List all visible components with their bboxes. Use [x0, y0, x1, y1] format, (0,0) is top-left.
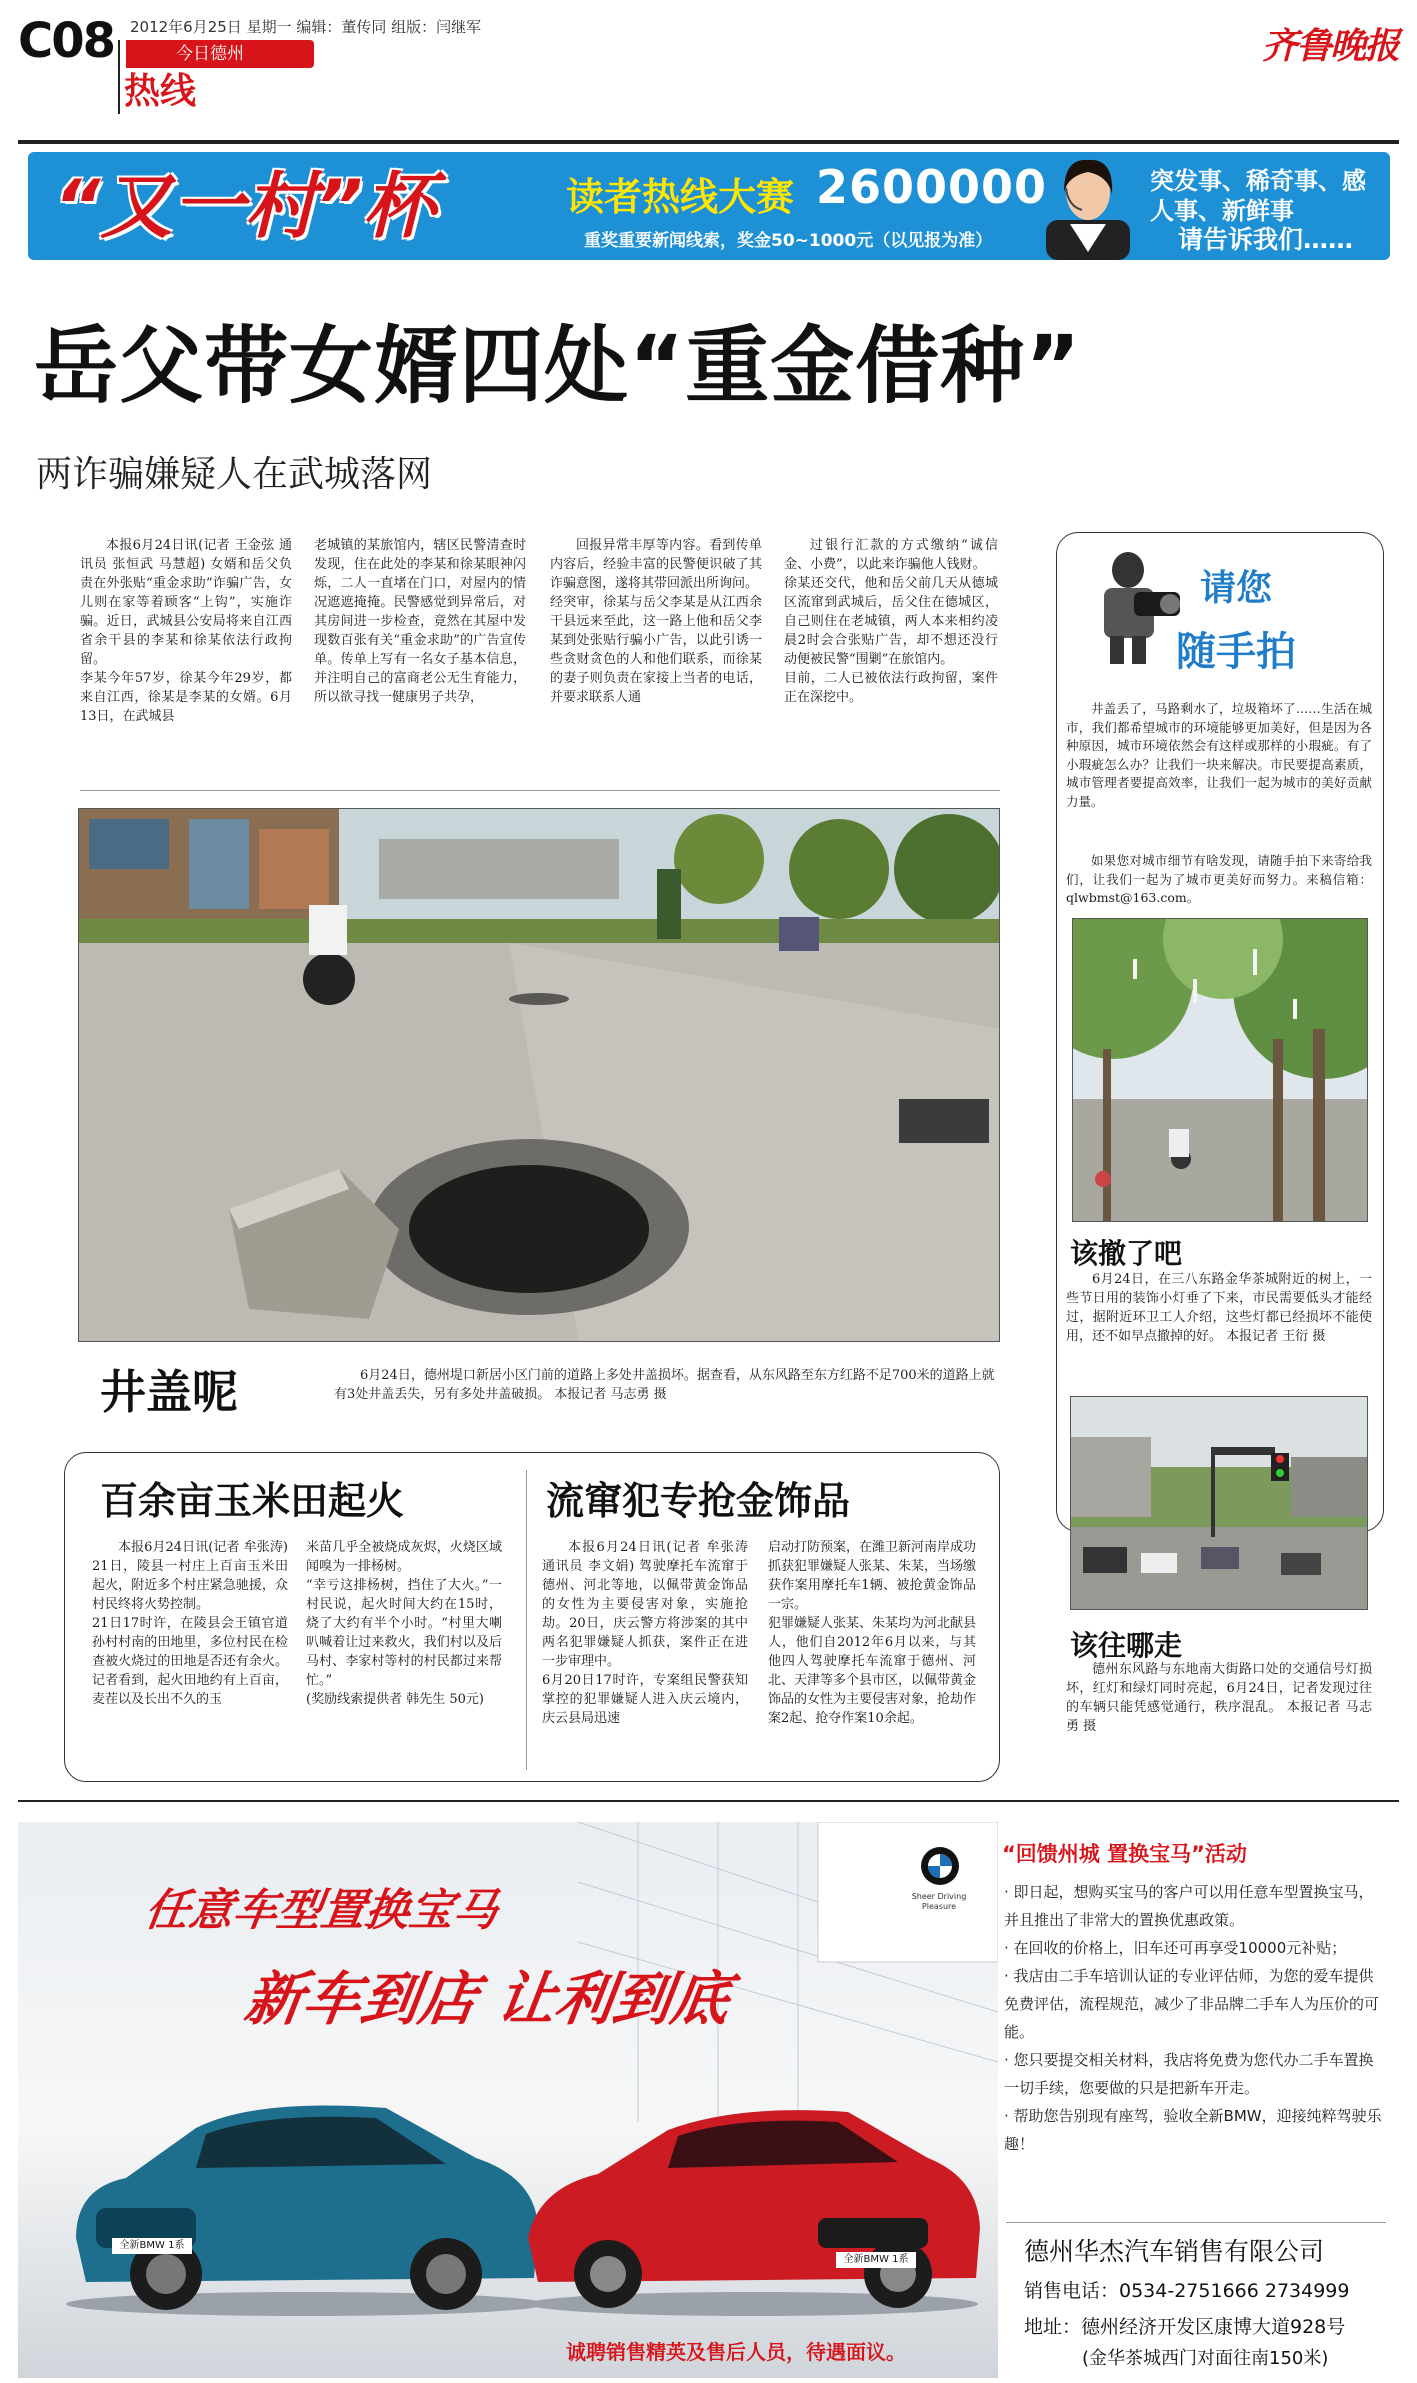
snap-call: 如果您对城市细节有啥发现，请随手拍下来寄给我们，让我们一起为了城市更美好而努力。来稿信箱：qlwbmst@163.com。 [1066, 853, 1372, 905]
fire-column-2: 米苗几乎全被烧成灰烬，火烧区域闻嗅为一排杨树。 “幸亏这排杨树，挡住了大火。”一村民说，起火时间大约在15时，烧了大约有半个小时。“村里大喇叭喊着让过来救火，我们村以及后马村、李家村等村的村民都过来帮忙。” (奖励线索提供者 韩先生 50元) [306, 1540, 502, 1707]
ad-info-panel [998, 1822, 1399, 2378]
dateline: 2012年6月25日 星期一 编辑：董传同 组版：闫继军 [130, 18, 482, 36]
paper-logo: 齐鲁晚报 [1262, 25, 1399, 67]
ad-info-divider [1006, 2222, 1386, 2223]
snap-item2-text: 德州东风路与东地南大街路口处的交通信号灯损坏，红灯和绿灯同时亮起，6月24日，记者发现过往的车辆只能凭感觉通行，秩序混乱。 本报记者 马志勇 摄 [1066, 1662, 1372, 1734]
top-rule [18, 140, 1399, 144]
manhole-photo [78, 808, 1000, 1342]
ad-slogan-2: 新车到店 让利到底 [240, 1965, 735, 2033]
lead-headline: 岳父带女婿四处“重金借种” [34, 317, 1082, 415]
banner-call: 请告诉我们…… [1178, 225, 1354, 254]
column-name: 热线 [124, 71, 197, 112]
ad-event-title: “回馈州城 置换宝马”活动 [1002, 1842, 1247, 1866]
lead-subhead: 两诈骗嫌疑人在武城落网 [36, 454, 433, 495]
bmw-logo [920, 1846, 960, 1886]
traffic-photo [1070, 1396, 1368, 1610]
fire-column-1: 本报6月24日讯(记者 牟张涛) 21日，陵县一村庄上百亩玉米田起火，附近多个村庄紧急驰援，众村民终将火势控制。 21日17时许，在陵县会王镇官道孙村村南的田地里，多位村民在检查被火烧过的田地是否还有余火。记者看到，起火田地约有上百亩，麦茬以及长出不久的玉 [92, 1540, 288, 1707]
red-car-plate: 全新BMW 1系 [836, 2252, 916, 2268]
fire-headline: 百余亩玉米田起火 [100, 1479, 405, 1523]
hotline-number: 2600000 [816, 160, 1048, 214]
ad-bullet: · 帮助您告别现有座驾，验收全新BMW，迎接纯粹驾驶乐趣！ [1004, 2107, 1382, 2153]
lead-column-1: 本报6月24日讯(记者 王金弦 通讯员 张恒武 马慧超) 女婿和岳父负责在外张贴“重金求助”诈骗广告，女儿则在家等着顾客“上钩”，实施诈骗。近日，武城县公安局将来自江西省余干县的李某和徐某依法行政拘留。 李某今年57岁，徐某今年29岁，都来自江西，徐某是李某的女婿。6月13日，在武城县 [80, 538, 292, 724]
ad-address: 地址：德州经济开发区康博大道928号 [1024, 2316, 1346, 2338]
ad-bullet: · 我店由二手车培训认证的专业评估师，为您的爱车提供免费评估，流程规范，减少了非品牌二手车人为压价的可能。 [1004, 1967, 1380, 2041]
page-code: C08 [18, 13, 115, 69]
manhole-caption: 6月24日，德州堤口新居小区门前的道路上多处井盖损坏。据查看，从东风路至东方红路不足700米的道路上就有3处井盖丢失，另有多处井盖破损。 本报记者 马志勇 摄 [334, 1368, 995, 1402]
ad-bullet: · 在回收的价格上，旧车还可再享受10000元补贴； [1004, 1939, 1347, 1957]
blue-car-plate: 全新BMW 1系 [112, 2238, 192, 2254]
contest-banner [28, 152, 1390, 260]
contest-title: 读者热线大赛 [566, 175, 795, 219]
snap-intro: 井盖丢了，马路剩水了，垃圾箱坏了……生活在城市，我们都希望城市的环境能够更加美好，但是因为各种原因，城市环境依然会有这样或那样的小瑕疵。有了小瑕疵怎么办？让我们一块来解决。市民要提高素质，城市管理者要提高效率，让我们一起为城市的美好贡献力量。 [1066, 701, 1372, 809]
ad-bullet-text: 在回收的价格上，旧车还可再享受10000元补贴； [1013, 1939, 1347, 1957]
ad-address-note: (金华茶城西门对面往南150米) [1082, 2348, 1329, 2369]
theft-headline: 流窜犯专抢金饰品 [546, 1479, 851, 1523]
theft-column-1: 本报6月24日讯(记者 牟张涛 通讯员 李文娟) 驾驶摩托车流窜于德州、河北等地，以佩带黄金饰品的女性为主要侵害对象，实施抢劫。20日，庆云警方将涉案的其中两名犯罪嫌疑人抓获，案件正在进一步审理中。 6月20日17时许，专案组民警获知掌控的犯罪嫌疑人进入庆云境内，庆云县局迅速 [542, 1540, 748, 1726]
ad-slogan-1: 任意车型置换宝马 [141, 1885, 501, 1936]
snap-item1-title: 该撤了吧 [1070, 1237, 1183, 1270]
ad-bullet-text: 即日起，想购买宝马的客户可以用任意车型置换宝马，并且推出了非常大的置换优惠政策。 [1004, 1883, 1374, 1929]
lead-column-3: 回报异常丰厚等内容。看到传单内容后，经验丰富的民警便识破了其诈骗意图，遂将其带回派出所询问。 经突审，徐某与岳父李某是从江西余干县远来至此，这一路上他和岳父李某到处张贴行骗小广告，以此引诱一些贪财贪色的人和他们联系，而徐某的妻子则负责在家接上当者的电话，并要求联系人通 [550, 538, 762, 705]
theft-column-2: 启动打防预案，在潍卫新河南岸成功抓获犯罪嫌疑人张某、朱某，当场缴获作案用摩托车1辆、被抢黄金饰品一宗。 犯罪嫌疑人张某、朱某均为河北献县人，他们自2012年6月以来，与其他四人驾驶摩托车流窜于德州、河北、天津等多个县市区，以佩带黄金饰品的女性为主要侵害对象，抢劫作案2起、抢夺作案10余起。 [768, 1540, 976, 1726]
ad-visual [18, 1822, 998, 2378]
lamps-photo [1072, 918, 1368, 1222]
cup-name: “又一村”杯 [54, 164, 435, 248]
ad-bullets [1004, 1878, 1388, 2158]
ad-top-rule [18, 1800, 1399, 1802]
snap-label-bottom: 随手拍 [1176, 629, 1296, 675]
snap-label-top: 请您 [1200, 568, 1273, 609]
snap-item1-text: 6月24日，在三八东路金华茶城附近的树上，一些节日用的装饰小灯垂了下来，市民需要低头才能经过，据附近环卫工人介绍，这些灯都已经损坏不能使用，还不如早点撤掉的好。 本报记者 王衍 摄 [1066, 1272, 1372, 1344]
camera-man-icon [1074, 548, 1184, 668]
bmw-brand-line: Sheer Driving Pleasure [911, 1892, 967, 1911]
ad-bullet: · 您只要提交相关材料，我店将免费为您代办二手车置换一切手续，您要做的只是把新车开走。 [1004, 2051, 1374, 2097]
blue-bmw-car [56, 2068, 556, 2318]
ad-bullet: · 即日起，想购买宝马的客户可以用任意车型置换宝马，并且推出了非常大的置换优惠政策。 [1004, 1883, 1374, 1929]
manhole-title: 井盖呢 [100, 1365, 238, 1419]
snap-item2-title: 该往哪走 [1070, 1629, 1183, 1662]
ad-recruit: 诚聘销售精英及售后人员，待遇面议。 [566, 2340, 906, 2364]
ad-phone: 销售电话：0534-2751666 2734999 [1024, 2280, 1350, 2302]
operator-figure [1028, 152, 1148, 260]
masthead-rule [118, 40, 120, 114]
banner-topics: 突发事、稀奇事、感人事、新鲜事 [1150, 167, 1366, 225]
brief-divider [526, 1470, 527, 1770]
lead-bottom-rule [80, 790, 1000, 791]
bmw-ad [18, 1822, 1399, 2378]
reward-text: 重奖重要新闻线索，奖金50~1000元（以见报为准） [584, 231, 993, 251]
ad-bullet-text: 我店由二手车培训认证的专业评估师，为您的爱车提供免费评估，流程规范，减少了非品牌二手车人为压价的可能。 [1004, 1967, 1380, 2041]
ad-bullet-text: 您只要提交相关材料，我店将免费为您代办二手车置换一切手续，您要做的只是把新车开走。 [1004, 2051, 1374, 2097]
local-tag: 今日德州 [126, 40, 314, 68]
red-bmw-car [518, 2078, 988, 2318]
ad-company: 德州华杰汽车销售有限公司 [1024, 2237, 1325, 2266]
lead-column-4: 过银行汇款的方式缴纳“诚信金、小费”，以此来诈骗他人钱财。 徐某还交代，他和岳父前几天从德城区流窜到武城后，岳父住在德城区，自己则住在老城镇，两人本来相约凌晨2时会合张贴广告，却不想还没行动便被民警“围剿”在旅馆内。 目前，二人已被依法行政拘留，案件正在深挖中。 [784, 538, 998, 705]
lead-column-2: 老城镇的某旅馆内，辖区民警清查时发现，住在此处的李某和徐某眼神闪烁，二人一直堵在门口，对屋内的情况遮遮掩掩。民警感觉到异常后，对其房间进一步检查，竟然在其屋中发现数百张有关“重金求助”的广告宣传单。传单上写有一名女子基本信息，并注明自己的富商老公无生育能力，所以欲寻找一健康男子共孕， [314, 538, 526, 705]
ad-bullet-text: 帮助您告别现有座驾，验收全新BMW，迎接纯粹驾驶乐趣！ [1004, 2107, 1382, 2153]
